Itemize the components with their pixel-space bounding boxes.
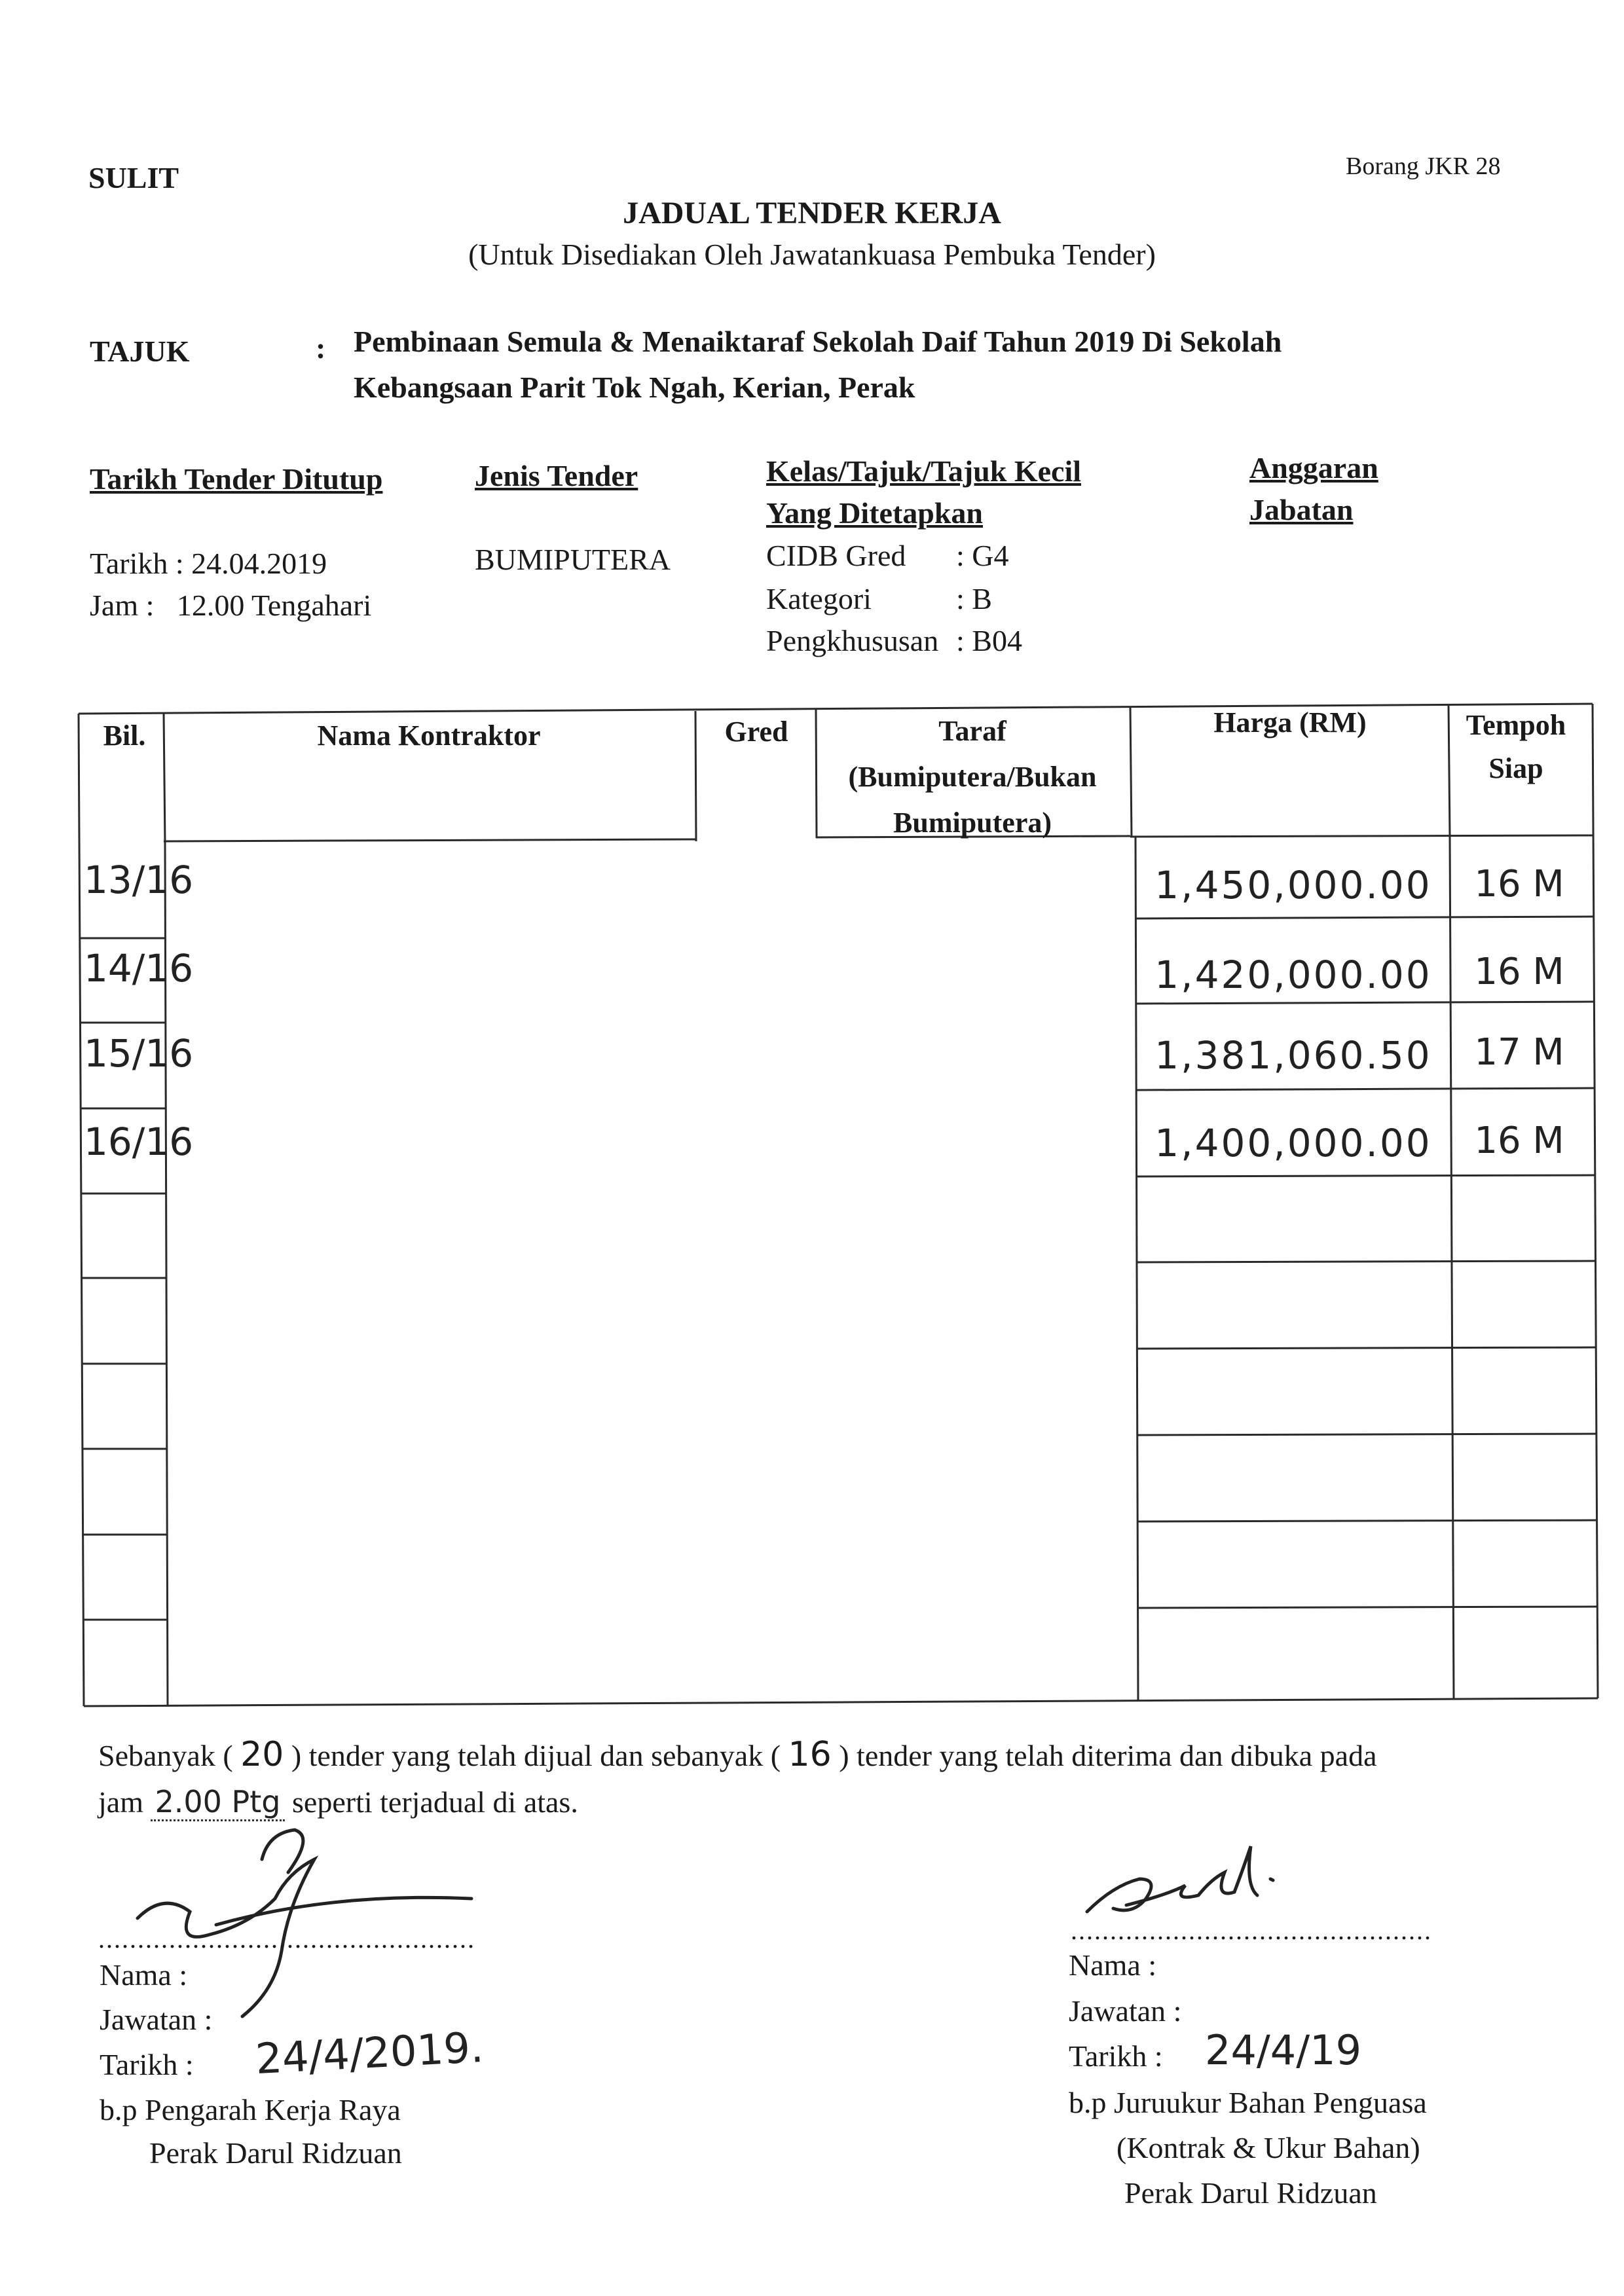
tajuk-label: TAJUK xyxy=(90,335,190,368)
tajuk-line-1: Pembinaan Semula & Menaiktaraf Sekolah Daif Tahun 2019 Di Sekolah xyxy=(354,325,1282,358)
taraf-header-line-1: Taraf xyxy=(938,715,1006,747)
summary-line-2 xyxy=(98,1784,578,1819)
tempoh-header-line-1: Tempoh xyxy=(1466,709,1566,741)
anggaran-header-line-2: Jabatan xyxy=(1249,493,1354,526)
column-header-bil: Bil. xyxy=(103,720,146,752)
left-jawatan-label: Jawatan : xyxy=(100,2003,213,2036)
column-header-gred: Gred xyxy=(724,716,788,748)
pengkhususan-value: : B04 xyxy=(956,624,1022,657)
right-jawatan-label: Jawatan : xyxy=(1069,1994,1182,2028)
left-nama-label: Nama : xyxy=(100,1958,188,1992)
jenis-tender-value: BUMIPUTERA xyxy=(475,543,671,576)
right-bp-line-3: Perak Darul Ridzuan xyxy=(1124,2176,1377,2210)
received-count: 16 xyxy=(788,1735,832,1774)
right-nama-label: Nama : xyxy=(1069,1948,1157,1982)
kategori-value: : B xyxy=(956,582,992,615)
cidb-gred-label: CIDB Gred xyxy=(766,539,906,572)
column-header-tempoh-siap xyxy=(1450,704,1581,790)
row-2-tempoh: 16 M xyxy=(1474,951,1564,993)
column-header-nama-kontraktor: Nama Kontraktor xyxy=(317,720,541,752)
kategori-row xyxy=(766,581,1041,616)
row-1-harga: 1,450,000.00 xyxy=(1154,863,1432,907)
cidb-gred-value: : G4 xyxy=(956,539,1009,572)
summary-jam-value: 2.00 Ptg xyxy=(151,1784,284,1821)
row-3-tempoh: 17 M xyxy=(1474,1031,1564,1074)
tarikh-tender-header: Tarikh Tender Ditutup xyxy=(90,462,383,496)
form-code: Borang JKR 28 xyxy=(1346,153,1501,180)
summary-text-3: ) tender yang telah diterima dan dibuka pada xyxy=(839,1739,1377,1772)
row-1-tempoh: 16 M xyxy=(1474,863,1564,905)
left-signature-line: ................................................ xyxy=(98,1924,475,1954)
summary-line-1 xyxy=(98,1735,1377,1774)
row-4-tempoh: 16 M xyxy=(1474,1120,1564,1162)
left-tarikh-value: 24/4/2019. xyxy=(254,2023,485,2085)
kelas-header-line-1: Kelas/Tajuk/Tajuk Kecil xyxy=(766,454,1082,488)
anggaran-header-line-1: Anggaran xyxy=(1249,451,1378,484)
taraf-header-line-3: Bumiputera) xyxy=(893,807,1052,839)
classification-label: SULIT xyxy=(88,161,179,194)
row-1-bil: 13/16 xyxy=(84,858,194,902)
right-tarikh-label: Tarikh : xyxy=(1069,2039,1163,2073)
jenis-tender-header: Jenis Tender xyxy=(475,459,638,492)
left-bp-line-1: b.p Pengarah Kerja Raya xyxy=(100,2093,401,2126)
row-2-bil: 14/16 xyxy=(84,946,194,991)
row-4-bil: 16/16 xyxy=(84,1120,194,1164)
left-bp-line-2: Perak Darul Ridzuan xyxy=(149,2136,402,2170)
kategori-label: Kategori xyxy=(766,582,872,615)
kelas-header-line-2: Yang Ditetapkan xyxy=(766,496,984,530)
column-header-harga: Harga (RM) xyxy=(1213,706,1367,738)
summary-text-2: ) tender yang telah dijual dan sebanyak ( xyxy=(291,1739,781,1772)
right-bp-line-1: b.p Juruukur Bahan Penguasa xyxy=(1069,2086,1427,2119)
pengkhususan-label: Pengkhususan xyxy=(766,624,939,657)
tarikh-value: Tarikh : 24.04.2019 xyxy=(90,547,327,580)
summary-text-4: seperti terjadual di atas. xyxy=(292,1785,578,1819)
pengkhususan-row xyxy=(766,623,1041,658)
page-subtitle: (Untuk Disediakan Oleh Jawatankuasa Pembuka Tender) xyxy=(468,238,1156,271)
tajuk-colon: : xyxy=(316,331,326,365)
taraf-header-line-2: (Bumiputera/Bukan xyxy=(848,761,1097,793)
right-tarikh-value: 24/4/19 xyxy=(1205,2026,1362,2074)
right-bp-line-2: (Kontrak & Ukur Bahan) xyxy=(1116,2131,1420,2164)
tajuk-line-2: Kebangsaan Parit Tok Ngah, Kerian, Perak xyxy=(354,371,915,404)
sold-count: 20 xyxy=(240,1735,284,1774)
cidb-gred-row xyxy=(766,538,1041,573)
tempoh-header-line-2: Siap xyxy=(1488,752,1543,784)
summary-text-1: Sebanyak ( xyxy=(98,1739,233,1772)
summary-jam-label: jam xyxy=(98,1785,143,1819)
row-4-harga: 1,400,000.00 xyxy=(1154,1121,1432,1165)
jam-value: Jam : 12.00 Tengahari xyxy=(90,589,372,622)
page-title: JADUAL TENDER KERJA xyxy=(623,196,1001,230)
row-2-harga: 1,420,000.00 xyxy=(1154,953,1432,997)
row-3-harga: 1,381,060.50 xyxy=(1154,1033,1432,1078)
column-header-taraf xyxy=(819,708,1126,846)
left-tarikh-label: Tarikh : xyxy=(100,2048,194,2081)
row-3-bil: 15/16 xyxy=(84,1031,194,1076)
right-signature-line: .............................................. xyxy=(1071,1916,1432,1945)
